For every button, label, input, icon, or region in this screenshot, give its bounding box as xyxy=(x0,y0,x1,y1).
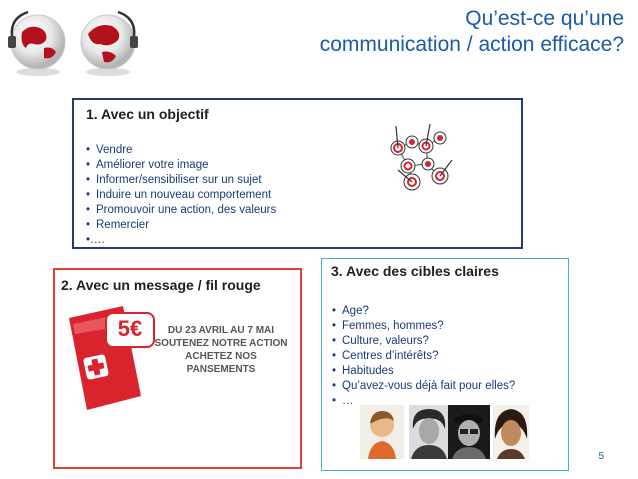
list-item: • Age? xyxy=(332,305,369,317)
slide-title xyxy=(204,6,624,58)
list-item: • … xyxy=(332,395,354,407)
objective-list xyxy=(86,143,276,248)
list-item: • Induire un nouveau comportement xyxy=(86,189,272,201)
list-item: •…. xyxy=(86,234,105,246)
globe-icon xyxy=(2,6,74,78)
globe-logo-left xyxy=(2,6,74,78)
message-box xyxy=(53,268,302,469)
list-item: • Améliorer votre image xyxy=(86,159,209,171)
list-item: • Vendre xyxy=(86,144,133,156)
portrait-woman xyxy=(493,405,529,459)
title-line-1: Qu’est-ce qu’une xyxy=(465,7,624,30)
globe-icon xyxy=(72,6,144,78)
list-item: • Remercier xyxy=(86,219,150,231)
list-item: • Informer/sensibiliser sur un sujet xyxy=(86,174,262,186)
ad-line-1: DU 23 AVRIL AU 7 MAI xyxy=(167,325,275,336)
page-number: 5 xyxy=(598,451,604,462)
list-item: • Femmes, hommes? xyxy=(332,320,444,332)
list-item: • Centres d’intérêts? xyxy=(332,350,439,362)
list-item: • Culture, valeurs? xyxy=(332,335,429,347)
ad-line-3: ACHETEZ NOS PANSEMENTS xyxy=(185,351,257,375)
price-badge: 5€ xyxy=(105,312,155,348)
list-item: • Habitudes xyxy=(332,365,394,377)
portrait-child xyxy=(360,405,404,459)
campaign-ad-image xyxy=(65,304,293,414)
targets-image xyxy=(378,120,462,200)
objective-heading: 1. Avec un objectif xyxy=(86,106,209,122)
ad-line-2: SOUTENEZ NOTRE ACTION xyxy=(154,338,288,349)
portrait-man xyxy=(409,405,449,459)
globe-logo-right xyxy=(72,6,144,78)
portrait-elder xyxy=(448,405,490,459)
targets-heading: 3. Avec des cibles claires xyxy=(331,263,499,279)
targets-box xyxy=(321,258,569,471)
targets-list xyxy=(332,304,515,409)
list-item: • Qu’avez-vous déjà fait pour elles? xyxy=(332,380,516,392)
ad-text xyxy=(151,324,291,376)
title-line-2: communication / action efficace? xyxy=(319,33,624,56)
message-heading: 2. Avec un message / fil rouge xyxy=(61,277,261,293)
objective-box xyxy=(72,98,523,249)
list-item: • Promouvoir une action, des valeurs xyxy=(86,204,277,216)
